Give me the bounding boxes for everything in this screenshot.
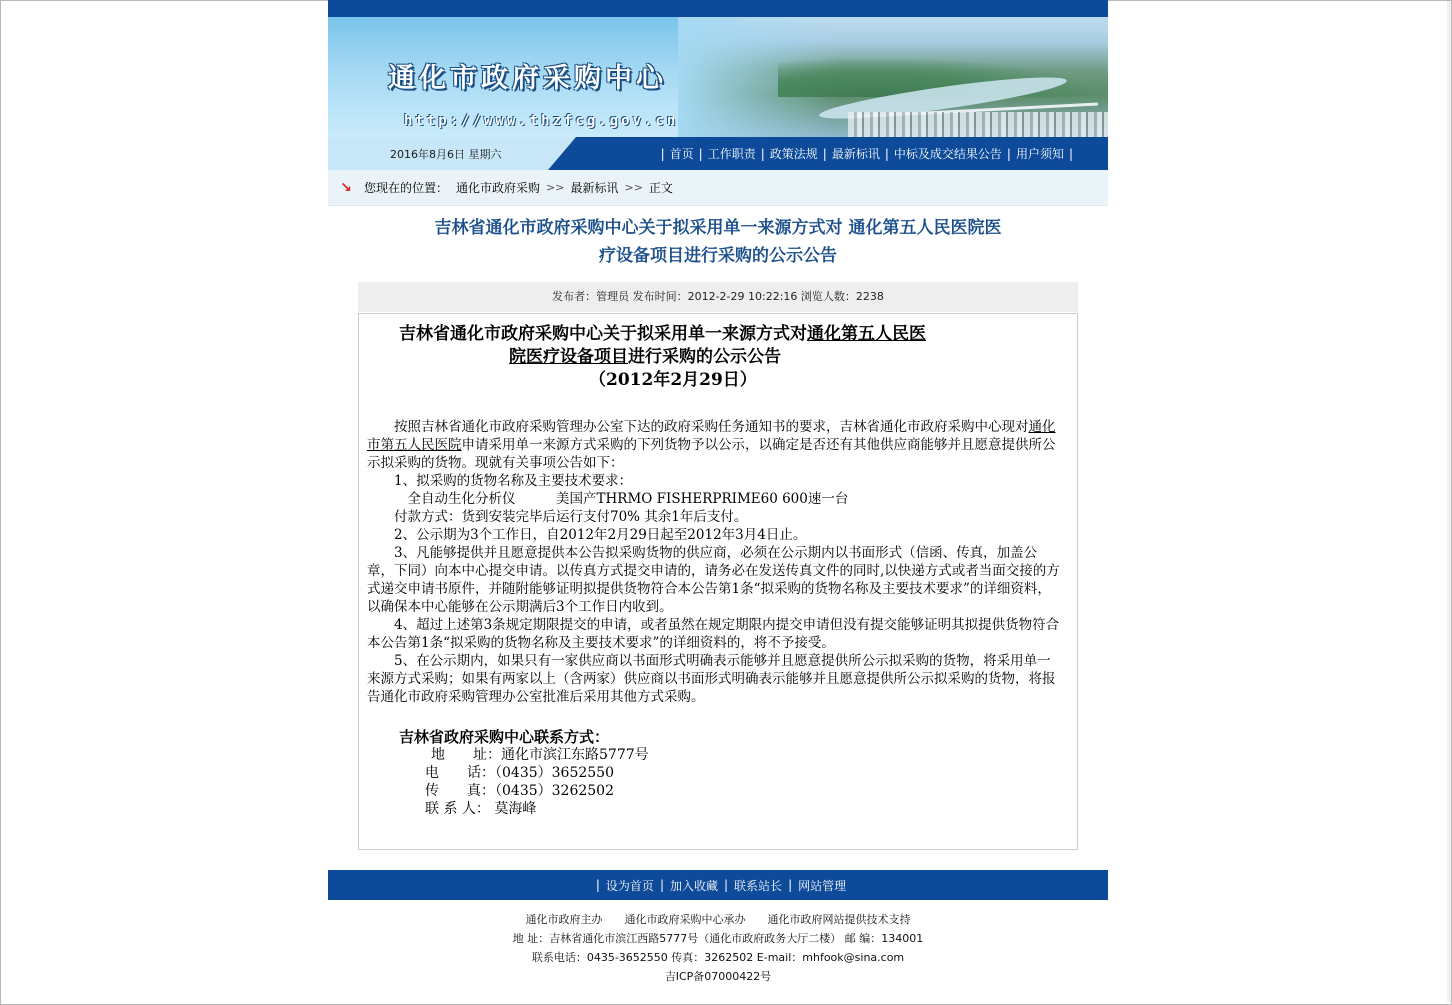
heading-hospital: 通化第五人民医 [807, 324, 926, 344]
footer-sponsors [328, 910, 1108, 929]
intro-text-c: 申请采用单一来源方式采购的下列货物予以公示，以确定是否还有其他供应商能够并且愿意提供所公示拟采购的货物。现就有关事项公告如下： [367, 437, 1056, 471]
nav-separator: | [724, 878, 729, 892]
nav-separator: | [1068, 146, 1073, 161]
contact-heading: 吉林省政府采购中心联系方式： [399, 728, 610, 746]
nav-separator: | [659, 878, 664, 892]
footer-sponsor-2: 通化市政府采购中心承办 [624, 913, 746, 926]
set-homepage-link[interactable]: 设为首页 [605, 878, 654, 893]
page-title-line1: 吉林省通化市政府采购中心关于拟采用单一来源方式对 通化第五人民医院医 [434, 218, 1002, 238]
nav-separator: | [788, 878, 793, 892]
nav-separator: | [884, 146, 889, 161]
nav-separator: | [822, 146, 827, 161]
intro-text-a: 按照吉林省通化市政府采购管理办公室下达的政府采购任务通知书的要求，吉林省通化市政府采购中心现对 [394, 419, 1029, 435]
breadcrumb-item-latest[interactable]: 最新标讯 [570, 181, 619, 195]
footer-nav [328, 870, 1108, 900]
article-heading [399, 323, 1061, 392]
article-text [367, 418, 1063, 706]
contact-webmaster-link[interactable]: 联系站长 [734, 878, 783, 893]
nav-separator: | [760, 146, 765, 161]
scrollbar[interactable] [1447, 1, 1451, 1002]
footer-sponsor-3: 通化市政府网站提供技术支持 [767, 913, 911, 926]
contact-address: 地 址：通化市滨江东路5777号 [431, 747, 649, 763]
top-bar [328, 0, 1108, 17]
nav-user-guide[interactable]: 用户须知 [1015, 147, 1064, 161]
item-4: 4、超过上述第3条规定期限提交的申请，或者虽然在规定期限内提交申请但没有提交能够证明其拟提供货物符合本公告第1条“拟采购的货物名称及主要技术要求”的详细资料的，将不予接受。 [367, 617, 1060, 651]
article-meta: 发布者：管理员 发布时间：2012-2-29 10:22:16 浏览人数：2238 [358, 282, 1078, 312]
item-1: 1、拟采购的货物名称及主要技术要求： [394, 473, 633, 489]
contact-person: 联 系 人： 莫海峰 [425, 801, 537, 817]
footer-contact: 联系电话：0435-3652550 传真：3262502 E-mail：mhfook@sina.com [531, 951, 905, 964]
breadcrumb [328, 170, 1108, 206]
item-2: 2、公示期为3个工作日，自2012年2月29日起至2012年3月4日止。 [394, 527, 807, 543]
breadcrumb-item-procurement[interactable]: 通化市政府采购 [456, 181, 541, 195]
heading-project: 院医疗设备项目 [509, 347, 628, 367]
heading-part-d: 进行采购的公示公告 [628, 347, 781, 367]
site-admin-link[interactable]: 网站管理 [798, 878, 847, 893]
contact-fax: 传 真：（0435）3262502 [425, 783, 614, 799]
nav-home[interactable]: 首页 [669, 147, 694, 161]
arrow-icon: ↘ [340, 179, 352, 196]
heading-date: （2012年2月29日） [589, 370, 757, 390]
site-logo-title: 通化市政府采购中心 [388, 63, 667, 94]
add-favorite-link[interactable]: 加入收藏 [669, 878, 718, 893]
item-5: 5、在公示期内，如果只有一家供应商以书面形式明确表示能够并且愿意提供所公示拟采购的货物，将采用单一来源方式采购；如果有两家以上（含两家）供应商以书面形式明确表示能够并且愿意提供所公示拟采购的货物，将报告通化市政府采购管理办公室批准后采用其他方式采购。 [367, 653, 1056, 705]
nav-separator: | [698, 146, 703, 161]
item-1-detail: 全自动生化分析仪 美国产THRMO FISHERPRIME60 600速一台 [407, 491, 849, 507]
item-3: 3、凡能够提供并且愿意提供本公告拟采购货物的供应商，必须在公示期内以书面形式（信函、传真，加盖公章，下同）向本中心提交申请。以传真方式提交申请的，请务必在发送传真文件的同时,以快递方式或者当面交接的方式递交申请书原件，并随附能够证明拟提供货物符合本公告第1条“拟采购的货物名称及主要技术要求”的详细资料，以确保本中心能够在公示期满后3个工作日内收到。 [367, 545, 1060, 615]
nav-results[interactable]: 中标及成交结果公告 [893, 147, 1002, 161]
contact-block [399, 728, 1077, 818]
payment-terms: 付款方式：货到安装完毕后运行支付70% 其余1年后支付。 [394, 509, 748, 525]
breadcrumb-separator: >> [624, 181, 643, 194]
footer-icp: 吉ICP备07000422号 [664, 970, 772, 983]
breadcrumb-separator: >> [546, 181, 565, 194]
current-date: 2016年8月6日 星期六 [390, 148, 502, 161]
contact-phone: 电 话：（0435）3652550 [425, 765, 614, 781]
article-body [358, 313, 1078, 850]
footer-address: 地 址：吉林省通化市滨江西路5777号（通化市政府政务大厅二楼） 邮 编：134001 [512, 932, 924, 945]
nav-policies[interactable]: 政策法规 [769, 147, 818, 161]
page-container [328, 0, 1108, 986]
footer-sponsor-1: 通化市政府主办 [525, 913, 603, 926]
breadcrumb-item-current: 正文 [648, 181, 673, 195]
intro-paragraph [367, 418, 1063, 472]
nav-latest-bids[interactable]: 最新标讯 [831, 147, 880, 161]
nav-separator: | [660, 146, 665, 161]
page-title-line2: 疗设备项目进行采购的公示公告 [599, 246, 837, 266]
site-banner [328, 17, 1108, 137]
site-footer [328, 900, 1108, 986]
banner-city [848, 112, 1108, 137]
nav-separator: | [1006, 146, 1011, 161]
site-logo-url: http://www.thzfcg.gov.cn [404, 113, 679, 129]
main-nav [656, 137, 1078, 170]
breadcrumb-prefix: 您现在的位置： [364, 181, 449, 195]
nav-duties[interactable]: 工作职责 [707, 147, 756, 161]
intro-hospital: 通化市第五人民医院 [367, 419, 1056, 453]
heading-part-a: 吉林省通化市政府采购中心关于拟采用单一来源方式对 [399, 324, 807, 344]
nav-separator: | [595, 878, 600, 892]
nav-row [328, 137, 1108, 170]
page-title [328, 206, 1108, 282]
